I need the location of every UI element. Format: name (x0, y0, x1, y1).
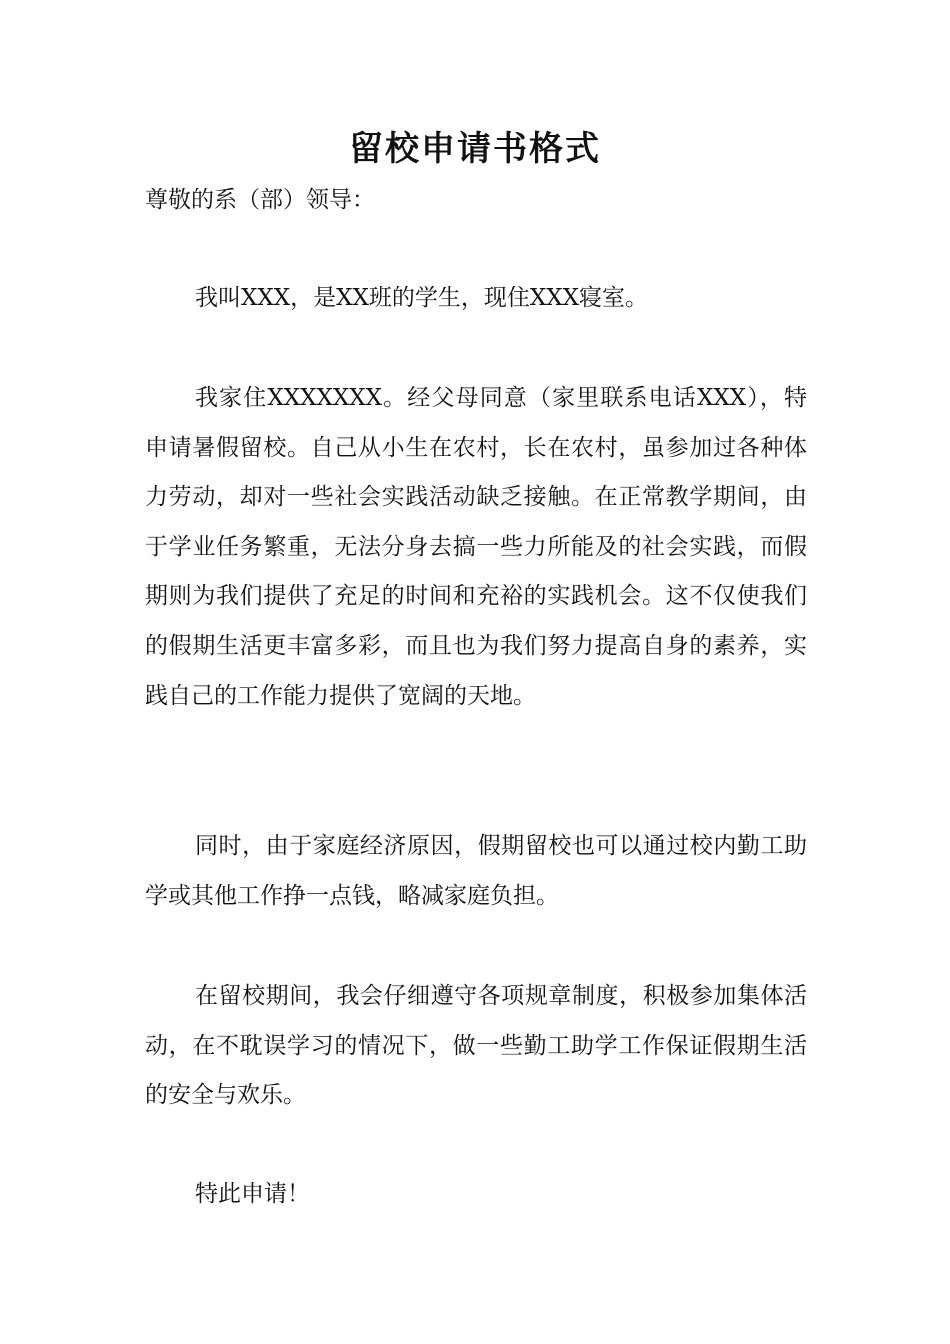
paragraph-commitment: 在留校期间，我会仔细遵守各项规章制度，积极参加集体活动，在不耽误学习的情况下，做一些勤工助学工作保证假期生活的安全与欢乐。 (145, 983, 807, 1109)
document-title: 留校申请书格式 (349, 129, 601, 169)
paragraph-financial: 同时，由于家庭经济原因，假期留校也可以通过校内勤工助学或其他工作挣一点钱，略减家庭负担。 (145, 833, 807, 909)
paragraph-closing: 特此申请！ (195, 1181, 310, 1207)
paragraph-reason: 我家住XXXXXXX。经父母同意（家里联系电话XXX），特申请暑假留校。自己从小生在农村，长在农村，虽参加过各种体力劳动，却对一些社会实践活动缺乏接触。在正常教学期间，由于学业任务繁重，无法分身去搞一些力所能及的社会实践，而假期则为我们提供了充足的时间和充裕的实践机会。这不仅使我们的假期生活更丰富多彩，而且也为我们努力提高自身的素养，实践自己的工作能力提供了宽阔的天地。 (145, 385, 807, 709)
salutation: 尊敬的系（部）领导： (145, 187, 375, 213)
paragraph-intro: 我叫XXX，是XX班的学生，现住XXX寝室。 (195, 285, 648, 311)
